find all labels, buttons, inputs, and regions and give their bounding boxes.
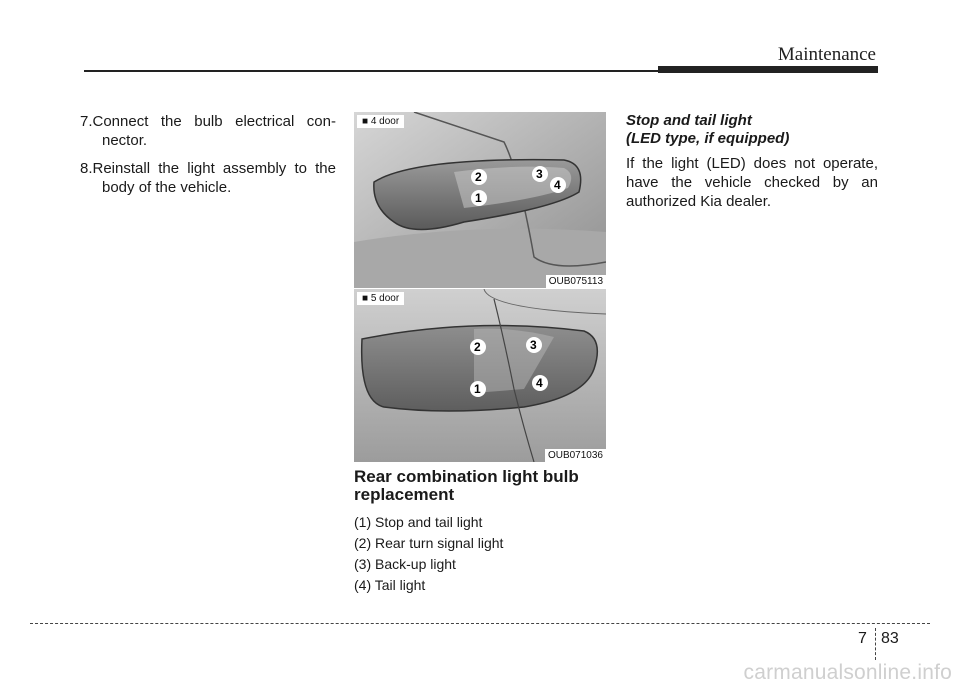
callout-2: 2	[474, 340, 481, 354]
callout-4: 4	[554, 178, 561, 192]
step-7: 7.Connect the bulb electrical con-nector.	[80, 113, 336, 149]
led-subtitle-line1: Stop and tail light	[626, 112, 752, 129]
header-rule-bar	[658, 66, 878, 73]
list-item: (1) Stop and tail light	[354, 514, 483, 530]
callout-4: 4	[536, 376, 543, 390]
chapter-number: 7	[858, 630, 867, 647]
page-separator	[875, 628, 876, 660]
tail-light-5-door-illustration	[354, 289, 606, 462]
section-title: Rear combination light bulb replacement	[354, 467, 579, 504]
list-item: (3) Back-up light	[354, 556, 456, 572]
footer-rule	[30, 623, 930, 624]
led-note-column	[626, 112, 878, 211]
list-item: (4) Tail light	[354, 577, 426, 593]
bulb-list	[354, 514, 614, 593]
header-rule	[84, 70, 664, 72]
figure-label: ■ 4 door	[357, 115, 404, 128]
figure-5-door	[354, 289, 606, 462]
callout-3: 3	[536, 167, 543, 181]
figure-code: OUB075113	[546, 275, 606, 288]
page-number: 83	[881, 630, 899, 647]
steps-column	[80, 112, 336, 206]
callout-3: 3	[530, 338, 537, 352]
led-subtitle	[626, 112, 878, 148]
figure-4-door	[354, 112, 606, 288]
led-body: If the light (LED) does not operate, have the vehicle checked by an authorized Kia dealer.	[626, 155, 878, 210]
callout-1: 1	[474, 382, 481, 396]
tail-light-4-door-illustration	[354, 112, 606, 288]
callout-2: 2	[475, 170, 482, 184]
figure-label: ■ 5 door	[357, 292, 404, 305]
figure-code: OUB071036	[545, 449, 606, 462]
led-subtitle-line2: (LED type, if equipped)	[626, 130, 790, 147]
callout-1: 1	[475, 191, 482, 205]
bulb-replacement-section	[354, 468, 614, 598]
step-8: 8.Reinstall the light assembly to the body of the vehicle.	[80, 160, 336, 196]
header-title: Maintenance	[777, 44, 876, 65]
list-item: (2) Rear turn signal light	[354, 535, 504, 551]
watermark: carmanualsonline.info	[743, 661, 952, 684]
